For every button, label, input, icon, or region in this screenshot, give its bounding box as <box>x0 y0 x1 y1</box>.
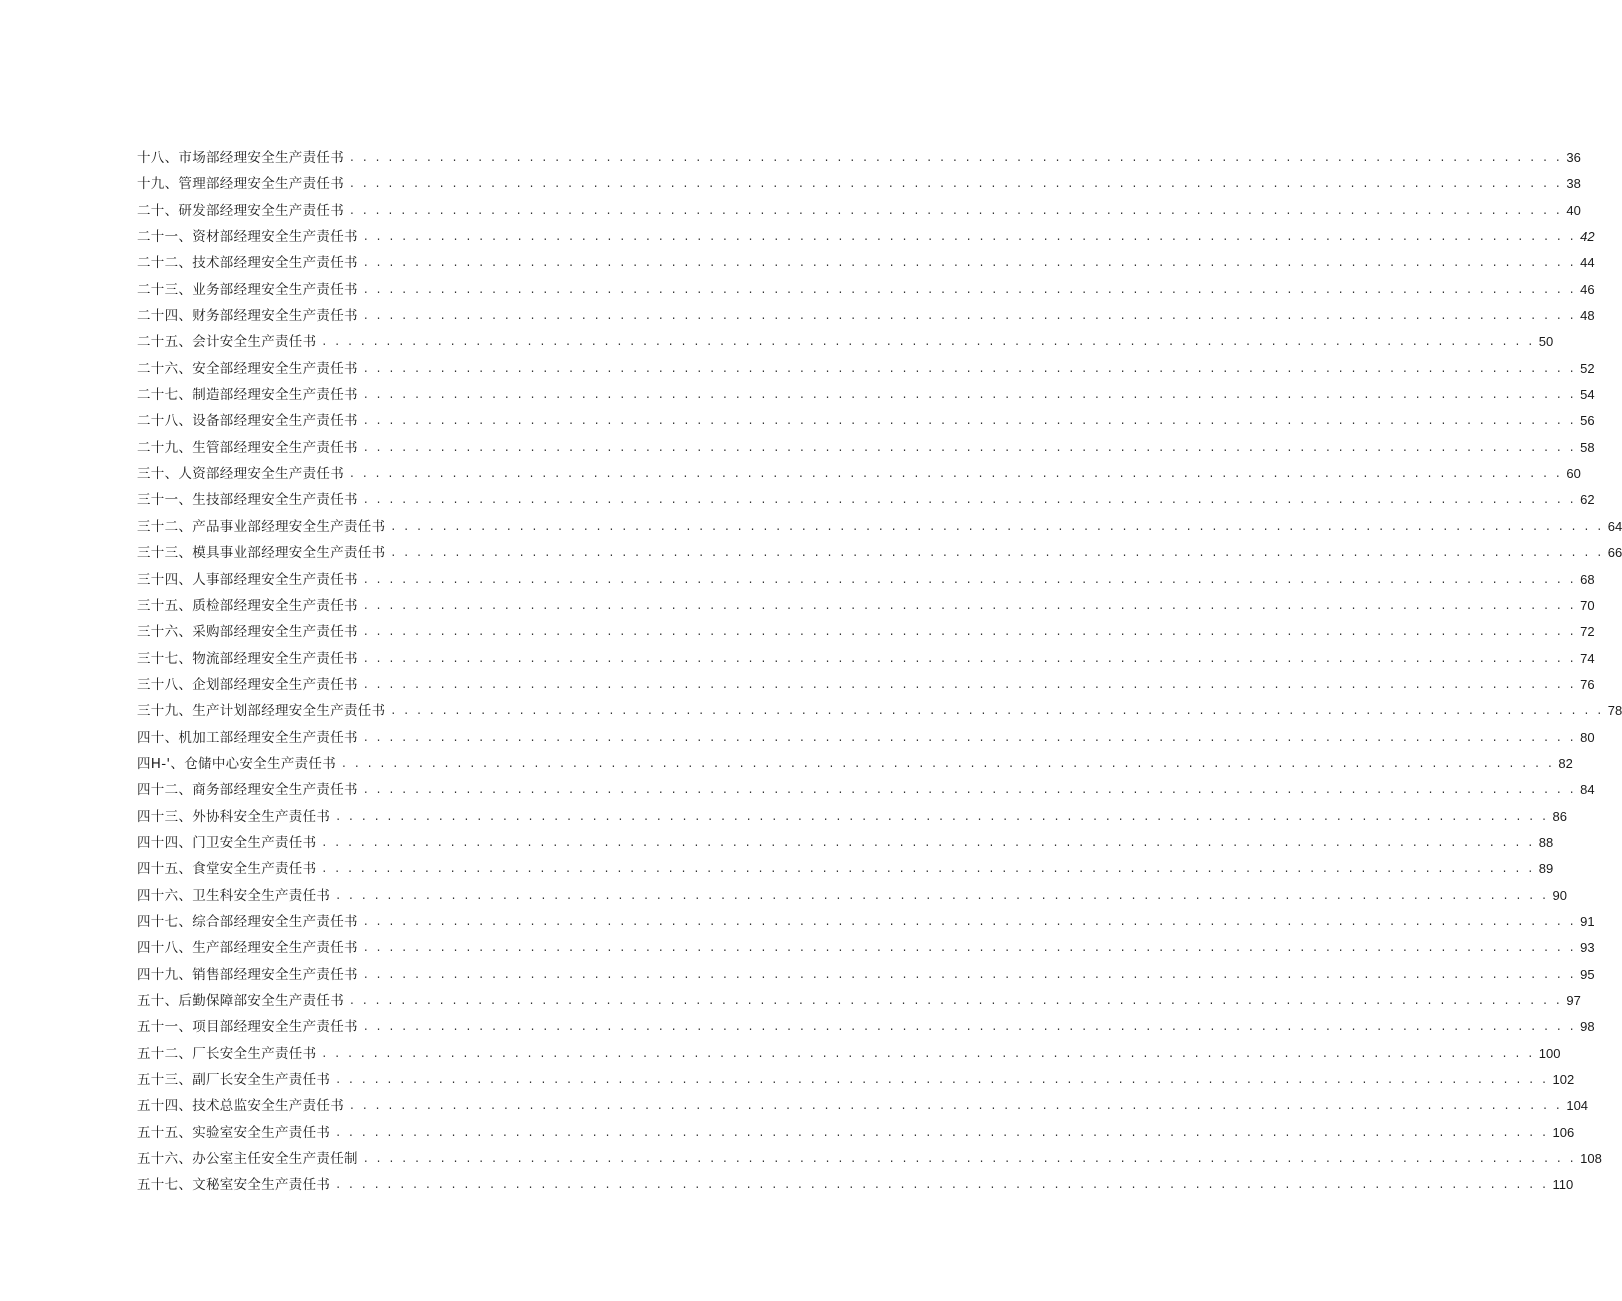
toc-entry-page-number: 95 <box>1580 966 1595 982</box>
toc-entry-page-number: 52 <box>1580 360 1595 376</box>
dot-leader: . . . . . . . . . . . . . . . . . . . . . . . . . . . . . . . . . . . . . . . . . . . . . . . . . . . . . . . . . . . . . . . . . . . . . . . . . . . . . . . . . . . . . . . . . . . . . . . <box>336 1072 1549 1087</box>
toc-entry-title: 五十六、办公室主任安全生产责任制 <box>137 1151 358 1168</box>
toc-entry-page-number: 68 <box>1580 571 1595 587</box>
toc-entry-title: 四十三、外协科安全生产责任书 <box>137 808 331 825</box>
toc-entry[interactable] <box>137 909 1595 935</box>
toc-entry-page-number: 50 <box>1538 334 1554 350</box>
dot-leader: . . . . . . . . . . . . . . . . . . . . . . . . . . . . . . . . . . . . . . . . . . . . . . . . . . . . . . . . . . . . . . . . . . . . . . . . . . . . . . . . . . . . . . . . . . . . . . . <box>336 1124 1549 1139</box>
toc-entry-page-number: 36 <box>1566 150 1581 165</box>
toc-entry[interactable] <box>137 1067 1575 1093</box>
dot-leader: . . . . . . . . . . . . . . . . . . . . . . . . . . . . . . . . . . . . . . . . . . . . . . . . . . . . . . . . . . . . . . . . . . . . . . . . . . . . . . . . . . . . . . . . . . . . . . . <box>363 492 1577 507</box>
toc-entry-page-number: 72 <box>1580 624 1595 640</box>
toc-entry-title: 五十五、实验室安全生产责任书 <box>137 1124 331 1141</box>
toc-entry[interactable] <box>137 461 1581 487</box>
dot-leader: . . . . . . . . . . . . . . . . . . . . . . . . . . . . . . . . . . . . . . . . . . . . . . . . . . . . . . . . . . . . . . . . . . . . . . . . . . . . . . . . . . . . . . . . . . . . . . . <box>363 1151 1577 1166</box>
dot-leader: . . . . . . . . . . . . . . . . . . . . . . . . . . . . . . . . . . . . . . . . . . . . . . . . . . . . . . . . . . . . . . . . . . . . . . . . . . . . . . . . . . . . . . . . . . . . . . . <box>363 676 1577 691</box>
dot-leader: . . . . . . . . . . . . . . . . . . . . . . . . . . . . . . . . . . . . . . . . . . . . . . . . . . . . . . . . . . . . . . . . . . . . . . . . . . . . . . . . . . . . . . . . . . . . . . . <box>342 755 1555 770</box>
toc-entry-page-number: 90 <box>1552 887 1568 903</box>
toc-entry-page-number: 60 <box>1566 466 1581 482</box>
toc-entry-page-number: 97 <box>1566 993 1581 1008</box>
toc-entry[interactable] <box>137 646 1595 672</box>
toc-entry-title: 二十一、资材部经理安全生产责任书 <box>137 229 358 246</box>
toc-entry-page-number: 64 <box>1607 518 1622 534</box>
toc-entry[interactable] <box>137 356 1595 382</box>
toc-entry-page-number: 70 <box>1580 597 1595 613</box>
dot-leader: . . . . . . . . . . . . . . . . . . . . . . . . . . . . . . . . . . . . . . . . . . . . . . . . . . . . . . . . . . . . . . . . . . . . . . . . . . . . . . . . . . . . . . . . . . . . . . . <box>363 360 1577 375</box>
toc-entry[interactable] <box>137 250 1595 276</box>
toc-entry-title: 二十九、生管部经理安全生产责任书 <box>137 439 358 456</box>
toc-entry[interactable] <box>137 1093 1589 1119</box>
toc-entry-title: 四十四、门卫安全生产责任书 <box>137 834 317 851</box>
toc-entry[interactable] <box>137 303 1595 329</box>
toc-entry[interactable] <box>137 382 1595 408</box>
toc-entry[interactable] <box>137 435 1595 461</box>
toc-entry-title: 二十五、会计安全生产责任书 <box>137 334 317 351</box>
toc-entry-title: 三十六、采购部经理安全生产责任书 <box>137 624 358 641</box>
toc-entry[interactable] <box>137 830 1554 856</box>
toc-entry-page-number: 74 <box>1580 650 1595 666</box>
toc-entry-page-number: 42 <box>1580 229 1595 245</box>
toc-entry[interactable] <box>137 329 1554 355</box>
toc-entry-page-number: 93 <box>1580 940 1595 956</box>
toc-entry[interactable] <box>137 1146 1602 1172</box>
dot-leader: . . . . . . . . . . . . . . . . . . . . . . . . . . . . . . . . . . . . . . . . . . . . . . . . . . . . . . . . . . . . . . . . . . . . . . . . . . . . . . . . . . . . . . . . . . . . . . . <box>363 281 1577 296</box>
toc-entry[interactable] <box>137 408 1595 434</box>
dot-leader: . . . . . . . . . . . . . . . . . . . . . . . . . . . . . . . . . . . . . . . . . . . . . . . . . . . . . . . . . . . . . . . . . . . . . . . . . . . . . . . . . . . . . . . . . . . . . . . <box>363 1019 1577 1034</box>
toc-entry-title: 二十七、制造部经理安全生产责任书 <box>137 387 358 404</box>
toc-entry-title: 三十二、产品事业部经理安全生产责任书 <box>137 518 386 535</box>
table-of-contents <box>137 145 1622 1199</box>
toc-entry-page-number: 56 <box>1580 413 1595 429</box>
toc-entry-title: 三十八、企划部经理安全生产责任书 <box>137 676 358 693</box>
toc-entry-title: 二十四、财务部经理安全生产责任书 <box>137 308 358 325</box>
dot-leader: . . . . . . . . . . . . . . . . . . . . . . . . . . . . . . . . . . . . . . . . . . . . . . . . . . . . . . . . . . . . . . . . . . . . . . . . . . . . . . . . . . . . . . . . . . . . . . . <box>363 624 1577 639</box>
toc-entry[interactable] <box>137 962 1595 988</box>
toc-entry-title: 三十、人资部经理安全生产责任书 <box>137 466 344 483</box>
toc-entry[interactable] <box>137 672 1595 698</box>
toc-entry[interactable] <box>137 567 1595 593</box>
toc-entry-page-number: 48 <box>1580 308 1595 324</box>
dot-leader: . . . . . . . . . . . . . . . . . . . . . . . . . . . . . . . . . . . . . . . . . . . . . . . . . . . . . . . . . . . . . . . . . . . . . . . . . . . . . . . . . . . . . . . . . . . . . . . <box>363 597 1577 612</box>
toc-entry-title: 三十五、质检部经理安全生产责任书 <box>137 597 358 614</box>
toc-entry[interactable] <box>137 171 1581 197</box>
toc-entry-title: 十九、管理部经理安全生产责任书 <box>137 176 344 193</box>
toc-entry-page-number: 44 <box>1580 255 1595 271</box>
toc-entry-page-number: 108 <box>1580 1151 1602 1167</box>
toc-entry-page-number: 86 <box>1552 808 1568 824</box>
toc-entry-page-number: 104 <box>1566 1098 1589 1114</box>
toc-entry-title: 二十、研发部经理安全生产责任书 <box>137 202 344 219</box>
dot-leader: . . . . . . . . . . . . . . . . . . . . . . . . . . . . . . . . . . . . . . . . . . . . . . . . . . . . . . . . . . . . . . . . . . . . . . . . . . . . . . . . . . . . . . . . . . . . . . . <box>336 887 1549 902</box>
toc-entry-page-number: 66 <box>1607 545 1622 561</box>
toc-entry[interactable] <box>137 514 1622 540</box>
toc-entry-title: 四十六、卫生科安全生产责任书 <box>137 887 331 904</box>
toc-entry-title: 四十七、综合部经理安全生产责任书 <box>137 913 358 930</box>
toc-entry-title: 四十二、商务部经理安全生产责任书 <box>137 782 358 799</box>
toc-entry-page-number: 76 <box>1580 676 1595 692</box>
dot-leader: . . . . . . . . . . . . . . . . . . . . . . . . . . . . . . . . . . . . . . . . . . . . . . . . . . . . . . . . . . . . . . . . . . . . . . . . . . . . . . . . . . . . . . . . . . . . . . . <box>336 808 1549 823</box>
dot-leader: . . . . . . . . . . . . . . . . . . . . . . . . . . . . . . . . . . . . . . . . . . . . . . . . . . . . . . . . . . . . . . . . . . . . . . . . . . . . . . . . . . . . . . . . . . . . . . . <box>363 308 1577 323</box>
toc-entry-title: 四H-'、仓储中心安全生产责任书 <box>137 755 337 772</box>
dot-leader: . . . . . . . . . . . . . . . . . . . . . . . . . . . . . . . . . . . . . . . . . . . . . . . . . . . . . . . . . . . . . . . . . . . . . . . . . . . . . . . . . . . . . . . . . . . . . . . <box>391 518 1604 533</box>
dot-leader: . . . . . . . . . . . . . . . . . . . . . . . . . . . . . . . . . . . . . . . . . . . . . . . . . . . . . . . . . . . . . . . . . . . . . . . . . . . . . . . . . . . . . . . . . . . . . . . <box>363 966 1577 981</box>
toc-entry[interactable] <box>137 698 1622 724</box>
toc-entry-page-number: 102 <box>1552 1072 1575 1088</box>
toc-entry-page-number: 80 <box>1580 729 1595 745</box>
dot-leader: . . . . . . . . . . . . . . . . . . . . . . . . . . . . . . . . . . . . . . . . . . . . . . . . . . . . . . . . . . . . . . . . . . . . . . . . . . . . . . . . . . . . . . . . . . . . . . . <box>336 1177 1549 1192</box>
toc-entry[interactable] <box>137 1120 1575 1146</box>
toc-entry-page-number: 98 <box>1580 1019 1595 1035</box>
toc-entry[interactable] <box>137 804 1568 830</box>
toc-entry-title: 三十三、模具事业部经理安全生产责任书 <box>137 545 386 562</box>
dot-leader: . . . . . . . . . . . . . . . . . . . . . . . . . . . . . . . . . . . . . . . . . . . . . . . . . . . . . . . . . . . . . . . . . . . . . . . . . . . . . . . . . . . . . . . . . . . . . . . <box>363 387 1577 402</box>
toc-entry[interactable] <box>137 1172 1574 1198</box>
toc-entry-page-number: 40 <box>1566 202 1581 218</box>
toc-entry[interactable] <box>137 883 1568 909</box>
toc-entry[interactable] <box>137 540 1622 566</box>
toc-entry-title: 二十六、安全部经理安全生产责任书 <box>137 360 358 377</box>
toc-entry-title: 四十、机加工部经理安全生产责任书 <box>137 729 358 746</box>
dot-leader: . . . . . . . . . . . . . . . . . . . . . . . . . . . . . . . . . . . . . . . . . . . . . . . . . . . . . . . . . . . . . . . . . . . . . . . . . . . . . . . . . . . . . . . . . . . . . . . <box>350 993 1563 1007</box>
dot-leader: . . . . . . . . . . . . . . . . . . . . . . . . . . . . . . . . . . . . . . . . . . . . . . . . . . . . . . . . . . . . . . . . . . . . . . . . . . . . . . . . . . . . . . . . . . . . . . . <box>363 729 1577 744</box>
dot-leader: . . . . . . . . . . . . . . . . . . . . . . . . . . . . . . . . . . . . . . . . . . . . . . . . . . . . . . . . . . . . . . . . . . . . . . . . . . . . . . . . . . . . . . . . . . . . . . . <box>391 545 1604 560</box>
dot-leader: . . . . . . . . . . . . . . . . . . . . . . . . . . . . . . . . . . . . . . . . . . . . . . . . . . . . . . . . . . . . . . . . . . . . . . . . . . . . . . . . . . . . . . . . . . . . . . . <box>322 834 1535 849</box>
dot-leader: . . . . . . . . . . . . . . . . . . . . . . . . . . . . . . . . . . . . . . . . . . . . . . . . . . . . . . . . . . . . . . . . . . . . . . . . . . . . . . . . . . . . . . . . . . . . . . . <box>363 413 1577 428</box>
toc-entry-page-number: 100 <box>1538 1045 1561 1061</box>
dot-leader: . . . . . . . . . . . . . . . . . . . . . . . . . . . . . . . . . . . . . . . . . . . . . . . . . . . . . . . . . . . . . . . . . . . . . . . . . . . . . . . . . . . . . . . . . . . . . . . <box>363 439 1577 454</box>
toc-entry-title: 四十九、销售部经理安全生产责任书 <box>137 966 358 983</box>
toc-entry-page-number: 84 <box>1580 782 1595 798</box>
toc-entry[interactable] <box>137 751 1573 777</box>
toc-entry[interactable] <box>137 487 1595 513</box>
toc-entry-title: 三十一、生技部经理安全生产责任书 <box>137 492 358 509</box>
toc-entry-page-number: 110 <box>1552 1177 1574 1193</box>
dot-leader: . . . . . . . . . . . . . . . . . . . . . . . . . . . . . . . . . . . . . . . . . . . . . . . . . . . . . . . . . . . . . . . . . . . . . . . . . . . . . . . . . . . . . . . . . . . . . . . <box>363 913 1577 928</box>
dot-leader: . . . . . . . . . . . . . . . . . . . . . . . . . . . . . . . . . . . . . . . . . . . . . . . . . . . . . . . . . . . . . . . . . . . . . . . . . . . . . . . . . . . . . . . . . . . . . . . <box>363 650 1577 665</box>
toc-entry-page-number: 78 <box>1607 703 1622 719</box>
toc-entry-title: 二十三、业务部经理安全生产责任书 <box>137 281 358 298</box>
dot-leader: . . . . . . . . . . . . . . . . . . . . . . . . . . . . . . . . . . . . . . . . . . . . . . . . . . . . . . . . . . . . . . . . . . . . . . . . . . . . . . . . . . . . . . . . . . . . . . . <box>391 703 1604 718</box>
dot-leader: . . . . . . . . . . . . . . . . . . . . . . . . . . . . . . . . . . . . . . . . . . . . . . . . . . . . . . . . . . . . . . . . . . . . . . . . . . . . . . . . . . . . . . . . . . . . . . . <box>350 150 1563 164</box>
dot-leader: . . . . . . . . . . . . . . . . . . . . . . . . . . . . . . . . . . . . . . . . . . . . . . . . . . . . . . . . . . . . . . . . . . . . . . . . . . . . . . . . . . . . . . . . . . . . . . . <box>322 861 1535 876</box>
toc-entry[interactable] <box>137 145 1581 171</box>
toc-entry-title: 二十八、设备部经理安全生产责任书 <box>137 413 358 430</box>
toc-entry-page-number: 106 <box>1552 1124 1575 1140</box>
toc-entry[interactable] <box>137 198 1581 224</box>
toc-entry[interactable] <box>137 224 1595 250</box>
toc-entry-page-number: 46 <box>1580 281 1595 297</box>
toc-entry-title: 五十四、技术总监安全生产责任书 <box>137 1098 344 1115</box>
toc-entry-title: 五十一、项目部经理安全生产责任书 <box>137 1019 358 1036</box>
toc-entry-page-number: 58 <box>1580 439 1595 455</box>
dot-leader: . . . . . . . . . . . . . . . . . . . . . . . . . . . . . . . . . . . . . . . . . . . . . . . . . . . . . . . . . . . . . . . . . . . . . . . . . . . . . . . . . . . . . . . . . . . . . . . <box>363 940 1577 955</box>
dot-leader: . . . . . . . . . . . . . . . . . . . . . . . . . . . . . . . . . . . . . . . . . . . . . . . . . . . . . . . . . . . . . . . . . . . . . . . . . . . . . . . . . . . . . . . . . . . . . . . <box>350 176 1563 191</box>
dot-leader: . . . . . . . . . . . . . . . . . . . . . . . . . . . . . . . . . . . . . . . . . . . . . . . . . . . . . . . . . . . . . . . . . . . . . . . . . . . . . . . . . . . . . . . . . . . . . . . <box>350 1098 1563 1113</box>
toc-entry[interactable] <box>137 856 1554 882</box>
dot-leader: . . . . . . . . . . . . . . . . . . . . . . . . . . . . . . . . . . . . . . . . . . . . . . . . . . . . . . . . . . . . . . . . . . . . . . . . . . . . . . . . . . . . . . . . . . . . . . . <box>363 571 1577 586</box>
toc-entry[interactable] <box>137 619 1595 645</box>
dot-leader: . . . . . . . . . . . . . . . . . . . . . . . . . . . . . . . . . . . . . . . . . . . . . . . . . . . . . . . . . . . . . . . . . . . . . . . . . . . . . . . . . . . . . . . . . . . . . . . <box>363 782 1577 797</box>
toc-entry-title: 五十、后勤保障部安全生产责任书 <box>137 993 344 1009</box>
toc-entry[interactable] <box>137 277 1595 303</box>
toc-entry-page-number: 82 <box>1558 755 1573 771</box>
toc-entry-title: 十八、市场部经理安全生产责任书 <box>137 150 344 166</box>
toc-entry-title: 二十二、技术部经理安全生产责任书 <box>137 255 358 272</box>
toc-entry-page-number: 62 <box>1580 492 1595 508</box>
toc-entry-title: 五十三、副厂长安全生产责任书 <box>137 1072 331 1089</box>
dot-leader: . . . . . . . . . . . . . . . . . . . . . . . . . . . . . . . . . . . . . . . . . . . . . . . . . . . . . . . . . . . . . . . . . . . . . . . . . . . . . . . . . . . . . . . . . . . . . . . <box>350 466 1563 481</box>
toc-entry[interactable] <box>137 725 1595 751</box>
toc-entry-page-number: 38 <box>1566 176 1581 192</box>
toc-entry-page-number: 91 <box>1580 913 1595 929</box>
toc-entry-title: 四十五、食堂安全生产责任书 <box>137 861 317 878</box>
toc-entry-title: 五十二、厂长安全生产责任书 <box>137 1045 317 1062</box>
toc-entry-page-number: 89 <box>1538 861 1554 877</box>
toc-entry-title: 四十八、生产部经理安全生产责任书 <box>137 940 358 957</box>
toc-entry[interactable] <box>137 777 1595 803</box>
toc-entry[interactable] <box>137 1041 1561 1067</box>
toc-entry-page-number: 88 <box>1538 834 1554 850</box>
toc-entry[interactable] <box>137 593 1595 619</box>
dot-leader: . . . . . . . . . . . . . . . . . . . . . . . . . . . . . . . . . . . . . . . . . . . . . . . . . . . . . . . . . . . . . . . . . . . . . . . . . . . . . . . . . . . . . . . . . . . . . . . <box>363 229 1577 244</box>
toc-entry-title: 五十七、文秘室安全生产责任书 <box>137 1177 331 1194</box>
dot-leader: . . . . . . . . . . . . . . . . . . . . . . . . . . . . . . . . . . . . . . . . . . . . . . . . . . . . . . . . . . . . . . . . . . . . . . . . . . . . . . . . . . . . . . . . . . . . . . . <box>363 255 1577 270</box>
toc-entry-title: 三十九、生产计划部经理安全生产责任书 <box>137 703 386 720</box>
toc-entry-page-number: 54 <box>1580 387 1595 403</box>
toc-entry[interactable] <box>137 935 1595 961</box>
dot-leader: . . . . . . . . . . . . . . . . . . . . . . . . . . . . . . . . . . . . . . . . . . . . . . . . . . . . . . . . . . . . . . . . . . . . . . . . . . . . . . . . . . . . . . . . . . . . . . . <box>322 1045 1535 1060</box>
toc-entry-title: 三十七、物流部经理安全生产责任书 <box>137 650 358 667</box>
dot-leader: . . . . . . . . . . . . . . . . . . . . . . . . . . . . . . . . . . . . . . . . . . . . . . . . . . . . . . . . . . . . . . . . . . . . . . . . . . . . . . . . . . . . . . . . . . . . . . . <box>350 202 1563 217</box>
toc-entry[interactable] <box>137 988 1581 1014</box>
toc-entry[interactable] <box>137 1014 1595 1040</box>
dot-leader: . . . . . . . . . . . . . . . . . . . . . . . . . . . . . . . . . . . . . . . . . . . . . . . . . . . . . . . . . . . . . . . . . . . . . . . . . . . . . . . . . . . . . . . . . . . . . . . <box>322 334 1535 349</box>
toc-entry-title: 三十四、人事部经理安全生产责任书 <box>137 571 358 588</box>
